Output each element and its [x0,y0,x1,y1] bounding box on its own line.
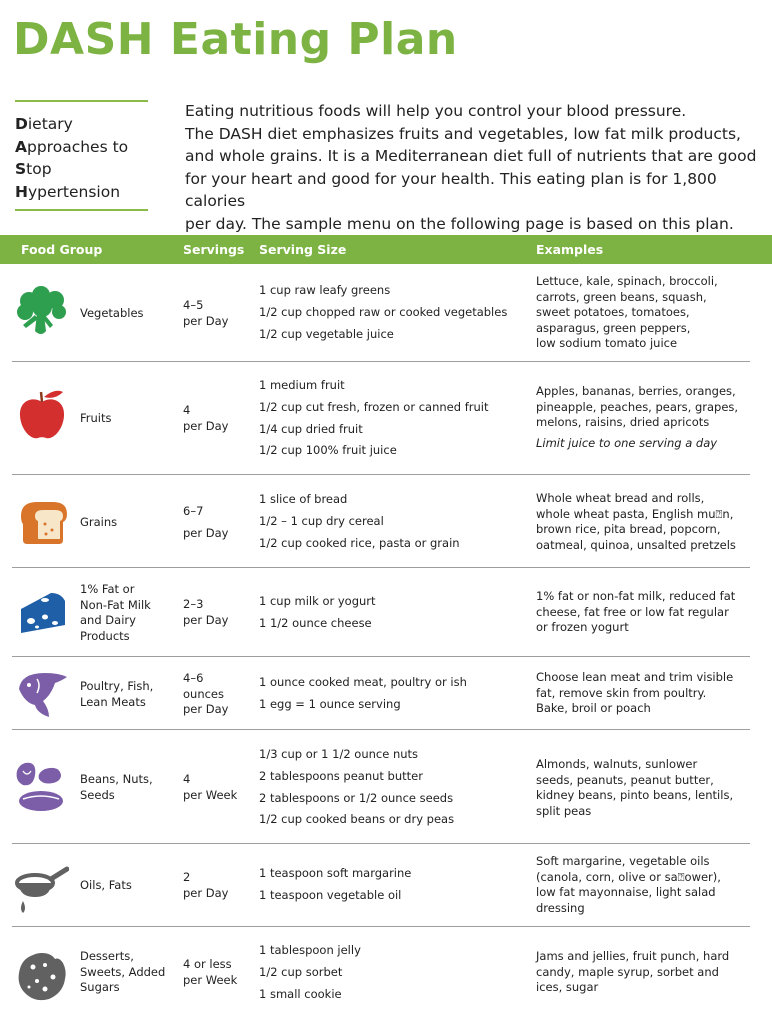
table-row [0,657,772,730]
table-row [0,844,772,927]
table-row [0,264,772,362]
examples-text: Jams and jellies, fruit punch, hard candy, maple syrup, sorbet and ices, sugar [536,949,730,994]
serving-size-list: 1 cup milk or yogurt 1 1/2 ounce cheese [259,594,376,630]
table-row [0,730,772,844]
dash-acronym [15,100,148,211]
serving-size-list: 1 teaspoon soft margarine 1 teaspoon vegetable oil [259,866,412,902]
broccoli-icon [15,285,69,339]
intro-line: The DASH diet emphasizes fruits and vegetables, low fat milk products, [185,124,741,143]
examples-text: Apples, bananas, berries, oranges, pineapple, peaches, pears, grapes, melons, raisins, dried apricots Limit juice to one serving a day [536,384,756,451]
examples-text: Soft margarine, vegetable oils (canola, corn, olive or sa⍰ower), low fat mayonnaise, light salad dressing [536,854,721,915]
servings-value: 4 per Week [183,772,238,802]
examples-text: Almonds, walnuts, sunlower seeds, peanuts, peanut butter, kidney beans, pinto beans, lentils, split peas [536,757,734,818]
acronym-line: Approaches to [15,137,129,156]
pan-oil-icon [15,861,69,915]
intro-line: per day. The sample menu on the following page is based on this plan. [185,214,734,233]
servings-value: 2–3 per Day [183,597,229,627]
food-group-label: Beans, Nuts, Seeds [80,772,153,802]
servings-value: 4 per Day [183,403,229,433]
acronym-line: Dietary [15,115,73,133]
food-group-label: Oils, Fats [80,878,132,892]
table-row [0,362,772,475]
examples-text: Choose lean meat and trim visible fat, remove skin from poultry. Bake, broil or poach [536,670,734,715]
servings-value: 6–7 per Day [183,504,229,540]
servings-value: 4 or less per Week [183,957,238,987]
servings-value: 2 per Day [183,870,229,900]
acronym-line: Stop [15,160,52,178]
table-header [0,235,772,264]
cheese-icon [15,585,69,639]
serving-size-list: 1 slice of bread 1/2 – 1 cup dry cereal 1/2 cup cooked rice, pasta or grain [259,492,460,550]
food-group-label: Grains [80,515,118,529]
examples-text: 1% fat or non-fat milk, reduced fat cheese, fat free or low fat regular or frozen yogurt [536,589,736,634]
page-title: DASH Eating Plan [13,14,458,65]
fish-icon [15,665,69,719]
examples-text: Lettuce, kale, spinach, broccoli, carrots, green beans, squash, sweet potatoes, tomatoes, asparagus, green peppers, low sodium tomato juice [536,274,718,350]
food-group-label: Fruits [80,411,112,425]
food-group-label: Desserts, Sweets, Added Sugars [80,949,166,994]
bread-icon [15,494,69,548]
intro-line: for your heart and good for your health. This eating plan is for 1,800 calories [185,169,717,211]
intro-paragraph [185,100,765,236]
examples-note: Limit juice to one serving a day [536,435,718,450]
serving-size-list: 1 cup raw leafy greens 1/2 cup chopped raw or cooked vegetables 1/2 cup vegetable juice [259,283,508,341]
serving-size-list: 1 ounce cooked meat, poultry or ish 1 egg = 1 ounce serving [259,675,467,711]
food-group-label: 1% Fat or Non-Fat Milk and Dairy Products [80,582,151,643]
apple-icon [15,388,69,442]
servings-value: 4–5 per Day [183,298,229,328]
header-examples: Examples [536,242,604,257]
serving-size-list: 1 tablespoon jelly 1/2 cup sorbet 1 small cookie [259,943,361,1001]
cookie-icon [15,949,69,1003]
table-row [0,568,772,657]
food-group-label: Vegetables [80,306,144,320]
table-row [0,927,772,1024]
intro-line: and whole grains. It is a Mediterranean diet full of nutrients that are good [185,147,757,166]
header-servings: Servings [183,242,245,257]
serving-size-list: 1 medium fruit 1/2 cup cut fresh, frozen or canned fruit 1/4 cup dried fruit 1/2 cup 100% fruit juice [259,378,489,458]
servings-value: 4–6 ounces per Day [183,671,229,716]
intro-line: Eating nutritious foods will help you control your blood pressure. [185,102,687,120]
examples-text: Whole wheat bread and rolls, whole wheat pasta, English mu⍰n, brown rice, pita bread, popcorn, oatmeal, quinoa, unsalted pretzels [536,491,736,552]
beans-icon [15,759,69,813]
serving-size-list: 1/3 cup or 1 1/2 ounce nuts 2 tablespoons peanut butter 2 tablespoons or 1/2 ounce seeds 1/2 cup cooked beans or dry peas [259,747,455,827]
header-food-group: Food Group [21,242,103,257]
acronym-line: Hypertension [15,182,121,201]
food-group-label: Poultry, Fish, Lean Meats [80,679,154,709]
table-row [0,475,772,568]
header-serving-size: Serving Size [259,242,347,257]
